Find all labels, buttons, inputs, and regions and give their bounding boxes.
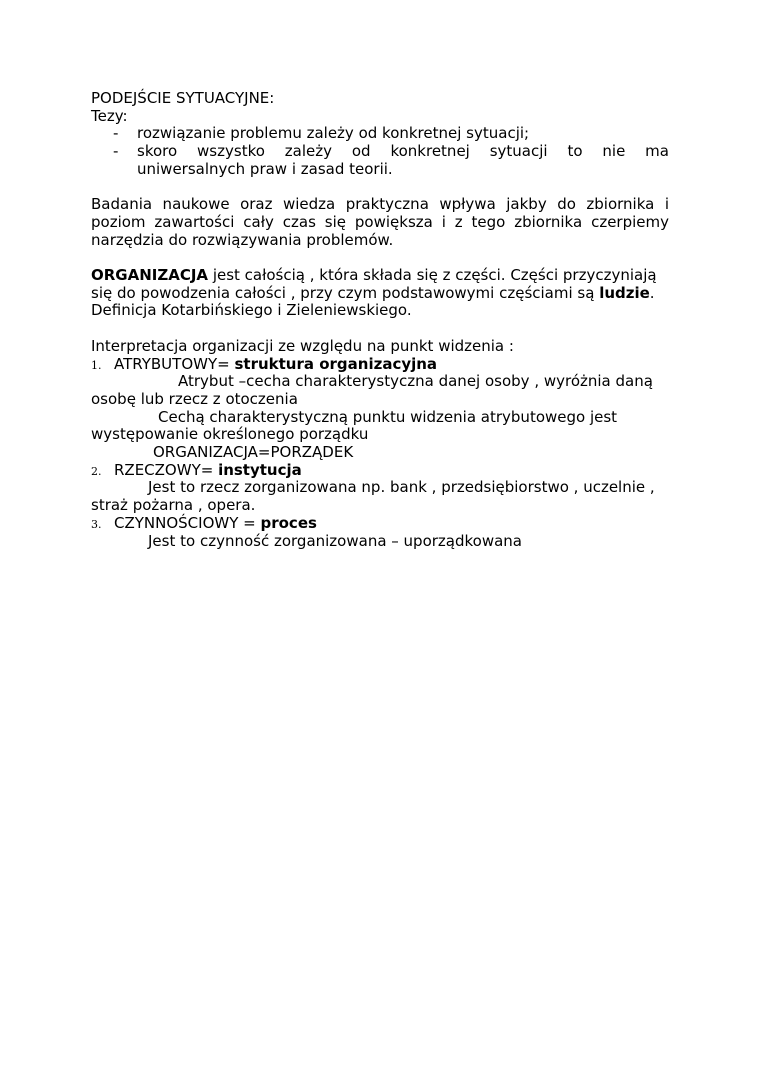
item-bold-term: instytucja xyxy=(218,460,302,479)
term-organizacja: ORGANIZACJA xyxy=(91,266,209,284)
term-ludzie: ludzie xyxy=(599,283,650,302)
spacer xyxy=(91,249,669,267)
item-number: 1. xyxy=(91,358,102,372)
item-number: 2. xyxy=(91,464,102,478)
thesis-text: rozwiązanie problemu zależy od konkretnej sytuacji; xyxy=(137,124,530,143)
item-text: Jest to rzecz zorganizowana np. bank , przedsiębiorstwo , uczelnie , xyxy=(148,478,655,497)
item-text: Atrybut –cecha charakterystyczna danej osoby , wyróżnia daną xyxy=(178,372,653,391)
bullet-dash: - xyxy=(113,124,119,143)
definition-line xyxy=(91,267,669,285)
item-text: ORGANIZACJA=PORZĄDEK xyxy=(153,443,354,462)
bullet-dash: - xyxy=(113,142,119,161)
organization-definition xyxy=(91,267,669,320)
item-label: RZECZOWY= xyxy=(114,460,219,479)
item-text: osobę lub rzecz z otoczenia xyxy=(91,389,298,408)
item-text: występowanie określonego porządku xyxy=(91,425,369,444)
thesis-item xyxy=(91,143,669,178)
numbered-item xyxy=(91,462,669,480)
item-bold-term: proces xyxy=(260,513,317,532)
numbered-item xyxy=(91,515,669,533)
item-text: straż pożarna , opera. xyxy=(91,496,256,515)
definition-text: jest całością , która składa się z części. Części przyczyniają xyxy=(208,266,657,284)
definition-source: Definicja Kotarbińskiego i Zieleniewskiego. xyxy=(91,301,412,320)
item-text: Cechą charakterystyczną punktu widzenia atrybutowego jest xyxy=(158,407,618,426)
research-paragraph xyxy=(91,196,669,249)
definition-text: się do powodzenia całości , przy czym podstawowymi częściami są xyxy=(91,283,600,302)
thesis-text: skoro wszystko zależy od konkretnej sytuacji to nie ma xyxy=(137,142,669,161)
item-text: Jest to czynność zorganizowana – uporządkowana xyxy=(148,531,522,550)
item-number: 3. xyxy=(91,517,102,531)
item-label: CZYNNOŚCIOWY = xyxy=(114,513,261,532)
document-page xyxy=(91,90,669,550)
numbered-item xyxy=(91,356,669,374)
interpretation-intro: Interpretacja organizacji ze względu na punkt widzenia : xyxy=(91,336,514,355)
definition-line xyxy=(91,285,669,303)
thesis-text: uniwersalnych praw i zasad teorii. xyxy=(137,159,393,178)
item-label: ATRYBUTOWY= xyxy=(114,354,235,373)
paragraph-line: narzędzia do rozwiązywania problemów. xyxy=(91,230,394,249)
spacer xyxy=(91,320,669,338)
definition-text: . xyxy=(649,283,655,302)
spacer xyxy=(91,179,669,197)
paragraph-line: Badania naukowe oraz wiedza praktyczna wpływa jakby do zbiornika i xyxy=(91,195,669,214)
item-bold-term: struktura organizacyjna xyxy=(234,354,438,373)
paragraph-line: poziom zawartości cały czas się powiększa i z tego zbiornika czerpiemy xyxy=(91,212,669,231)
section-heading: PODEJŚCIE SYTUACYJNE: xyxy=(91,89,275,107)
theses-label: Tezy: xyxy=(91,106,128,125)
thesis-item xyxy=(91,125,669,143)
